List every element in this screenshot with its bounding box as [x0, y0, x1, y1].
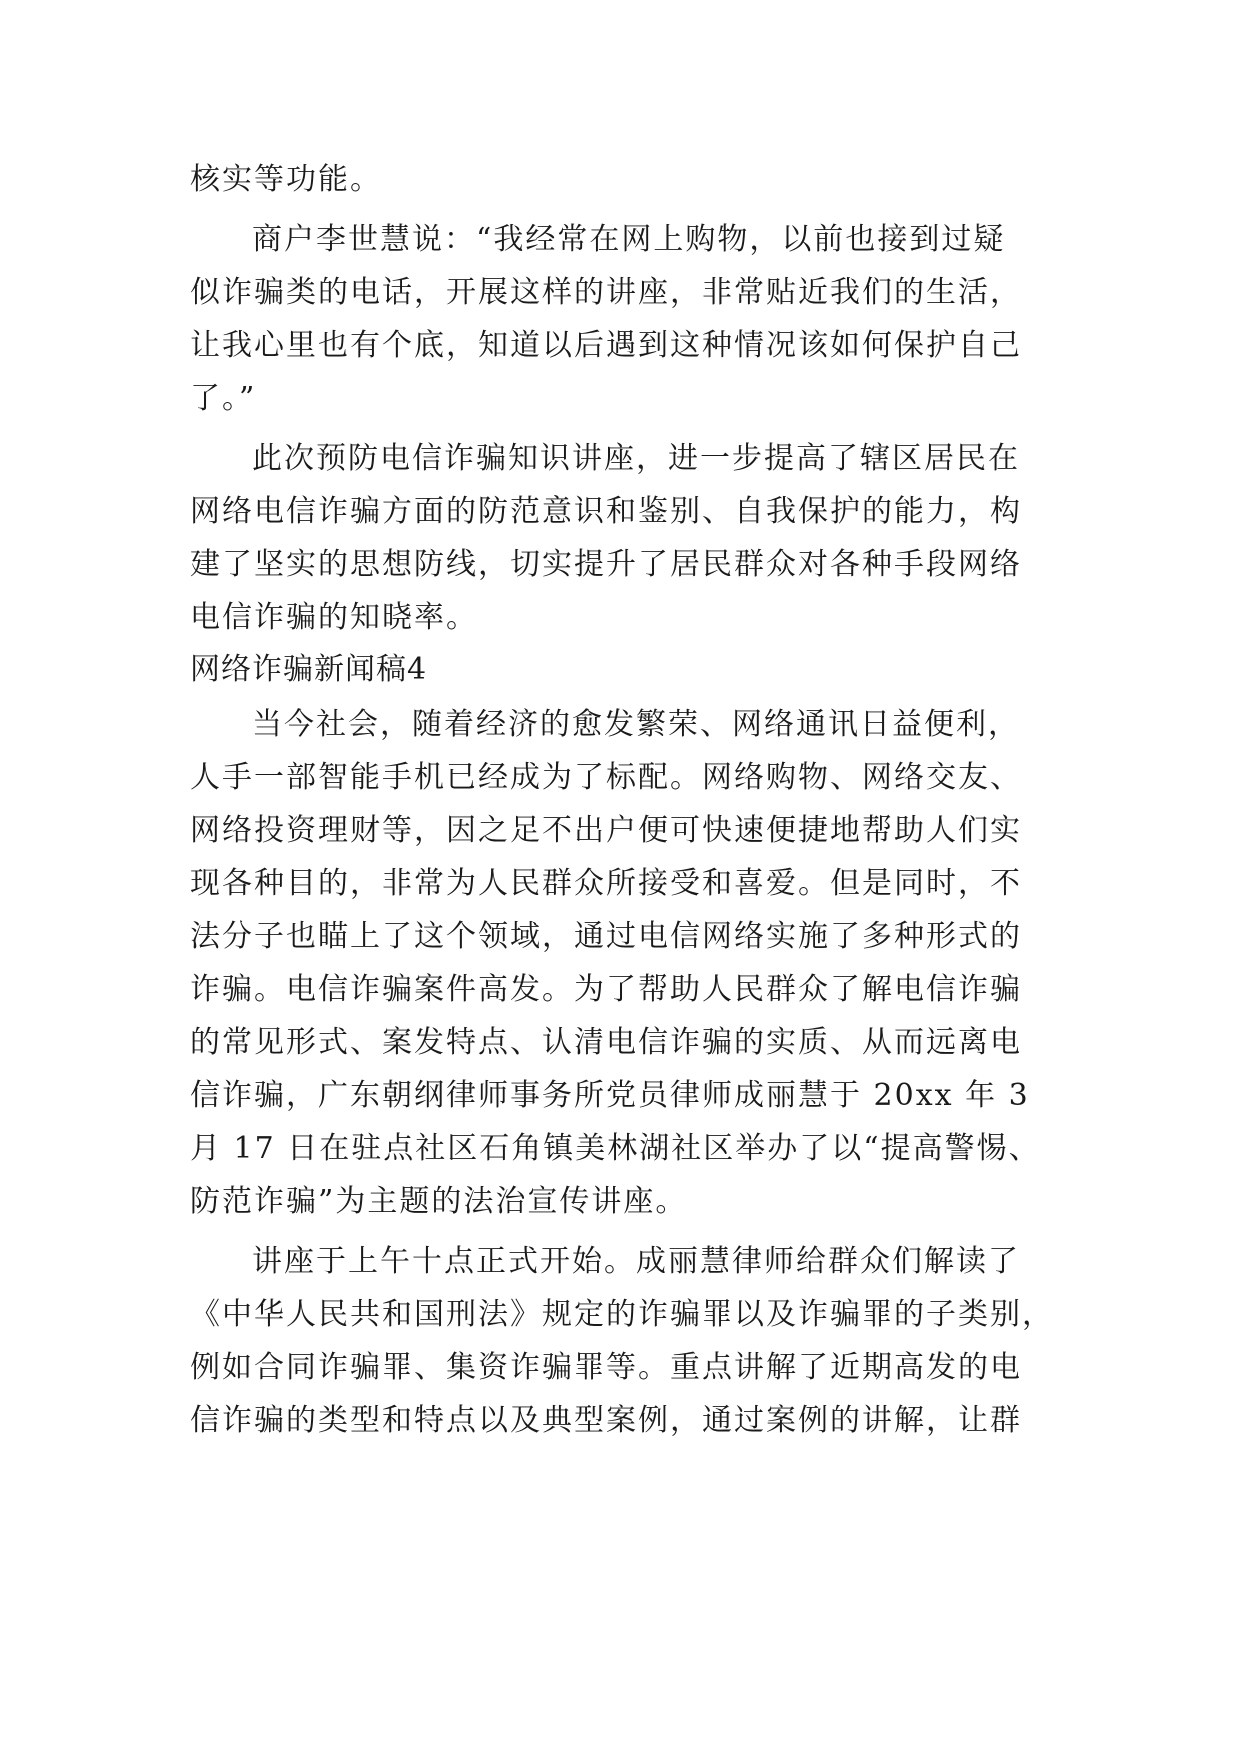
paragraph-line: 此次预防电信诈骗知识讲座，进一步提高了辖区居民在	[252, 441, 1020, 476]
paragraph-line: 防范诈骗”为主题的法治宣传讲座。	[190, 1184, 688, 1219]
paragraph-line: 《中华人民共和国刑法》规定的诈骗罪以及诈骗罪的子类别，	[190, 1297, 1054, 1332]
paragraph-line: 现各种目的，非常为人民群众所接受和喜爱。但是同时，不	[190, 866, 1022, 901]
paragraph-line: 网络电信诈骗方面的防范意识和鉴别、自我保护的能力，构	[190, 494, 1022, 529]
paragraph-line: 当今社会，随着经济的愈发繁荣、网络通讯日益便利，	[252, 707, 1020, 742]
paragraph-line: 的常见形式、案发特点、认清电信诈骗的实质、从而远离电	[190, 1025, 1022, 1060]
paragraph-line: 了。”	[190, 381, 257, 416]
paragraph-line: 法分子也瞄上了这个领域，通过电信网络实施了多种形式的	[190, 919, 1022, 954]
paragraph-line: 诈骗。电信诈骗案件高发。为了帮助人民群众了解电信诈骗	[190, 972, 1022, 1007]
paragraph-line: 似诈骗类的电话，开展这样的讲座，非常贴近我们的生活，	[190, 275, 1022, 310]
paragraph-line: 信诈骗的类型和特点以及典型案例，通过案例的讲解，让群	[190, 1403, 1022, 1438]
paragraph-line: 商户李世慧说：“我经常在网上购物，以前也接到过疑	[252, 222, 1006, 257]
section-heading: 网络诈骗新闻稿4	[190, 652, 428, 687]
paragraph-line: 让我心里也有个底，知道以后遇到这种情况该如何保护自己	[190, 328, 1022, 363]
paragraph-line: 电信诈骗的知晓率。	[190, 600, 478, 635]
paragraph-line: 核实等功能。	[190, 162, 382, 197]
paragraph-line: 例如合同诈骗罪、集资诈骗罪等。重点讲解了近期高发的电	[190, 1350, 1022, 1385]
paragraph-line: 月 17 日在驻点社区石角镇美林湖社区举办了以“提高警惕、	[190, 1131, 1041, 1166]
paragraph-line: 信诈骗，广东朝纲律师事务所党员律师成丽慧于 20xx 年 3	[190, 1078, 1030, 1113]
paragraph-line: 人手一部智能手机已经成为了标配。网络购物、网络交友、	[190, 760, 1022, 795]
paragraph-line: 讲座于上午十点正式开始。成丽慧律师给群众们解读了	[252, 1244, 1020, 1279]
paragraph-line: 建了坚实的思想防线，切实提升了居民群众对各种手段网络	[190, 547, 1022, 582]
paragraph-line: 网络投资理财等，因之足不出户便可快速便捷地帮助人们实	[190, 813, 1022, 848]
